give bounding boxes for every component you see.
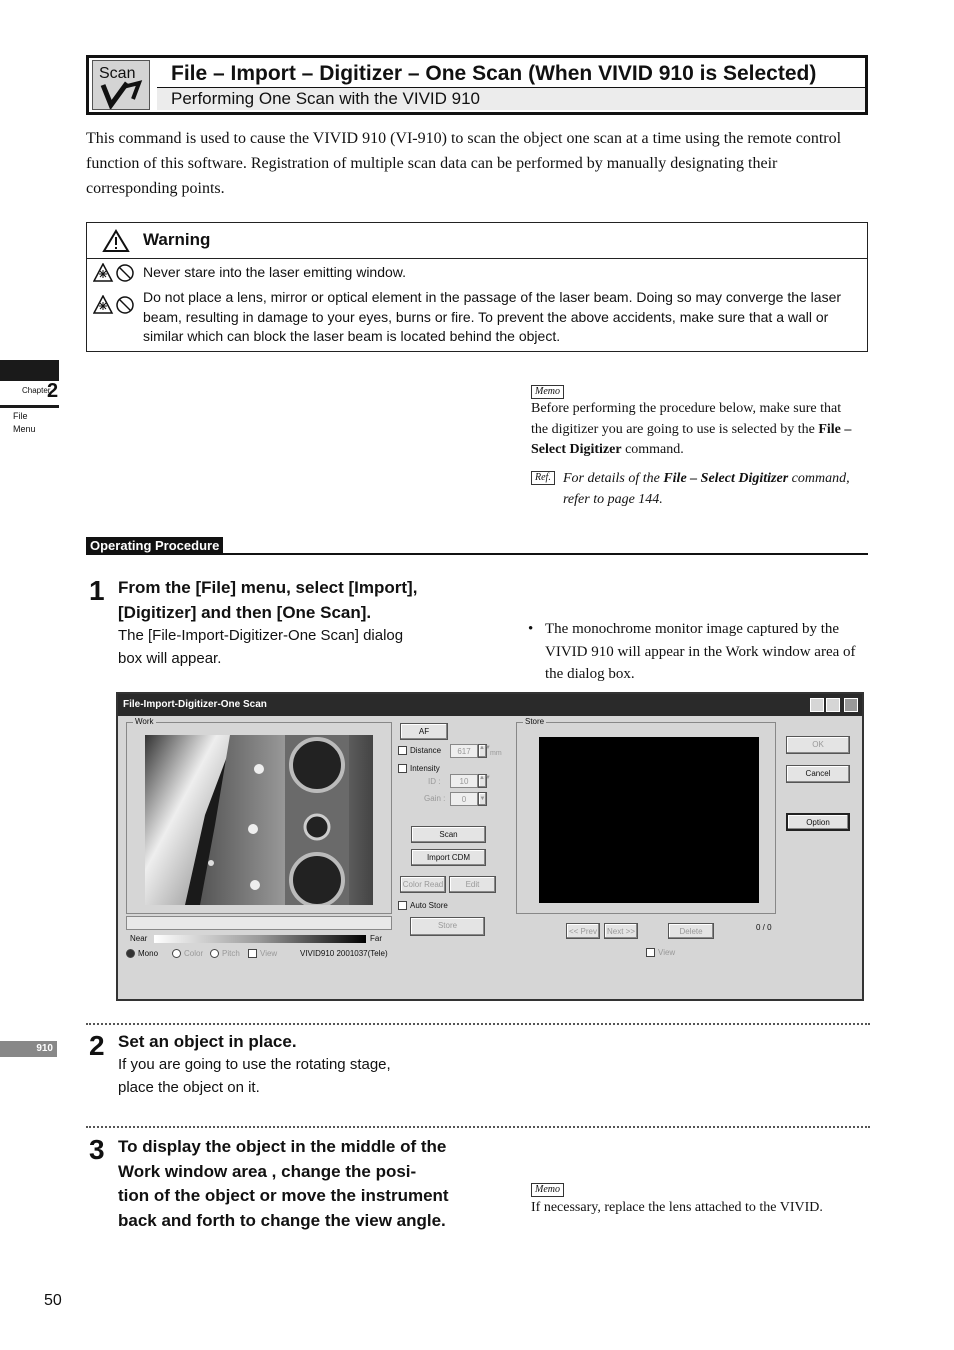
work-label: Work bbox=[135, 717, 154, 726]
warning-box bbox=[86, 222, 868, 352]
reference-text bbox=[563, 469, 863, 510]
minimize-icon[interactable] bbox=[810, 698, 824, 712]
reference-text-part: For details of the bbox=[563, 471, 664, 486]
auto-store-label: Auto Store bbox=[410, 901, 448, 910]
step-number: 3 bbox=[89, 1134, 105, 1165]
step-number: 2 bbox=[89, 1030, 105, 1061]
mono-label: Mono bbox=[138, 949, 159, 958]
step-separator bbox=[86, 1023, 870, 1025]
id-label: ID : bbox=[428, 777, 441, 786]
color-read-button[interactable]: Color Read bbox=[400, 876, 446, 893]
scan-icon bbox=[92, 60, 150, 110]
distance-unit: mm bbox=[490, 750, 502, 757]
chevron-down-icon[interactable]: ▼ bbox=[478, 792, 487, 806]
chapter-label: Chapter bbox=[22, 386, 51, 395]
mono-radio[interactable] bbox=[126, 949, 158, 958]
scroll-track[interactable] bbox=[126, 916, 392, 930]
distance-checkbox[interactable] bbox=[398, 746, 441, 755]
step-number: 1 bbox=[89, 575, 105, 606]
auto-store-checkbox[interactable] bbox=[398, 901, 448, 910]
laser-prohibited-icon bbox=[93, 295, 139, 320]
distance-field[interactable]: 617 bbox=[450, 744, 478, 758]
bullet-text: The monochrome monitor image captured by the VIVID 910 will appear in the Work window area of the dialog box. bbox=[545, 621, 856, 682]
option-button[interactable]: Option bbox=[786, 813, 850, 831]
model-tab: 910 bbox=[0, 1041, 57, 1057]
edit-button[interactable]: Edit bbox=[449, 876, 496, 893]
memo-text: If necessary, replace the lens attached to the VIVID. bbox=[531, 1200, 823, 1215]
reference-icon: Ref. bbox=[531, 471, 555, 485]
device-label: VIVID910 2001037(Tele) bbox=[300, 949, 388, 958]
step-heading-line: [Digitizer] and then [One Scan]. bbox=[118, 602, 372, 622]
page-number: 50 bbox=[44, 1292, 62, 1309]
step-body-line: If you are going to use the rotating stage, bbox=[118, 1056, 391, 1073]
id-spin-icon[interactable]: ▲▼ bbox=[478, 774, 487, 788]
page-title: File – Import – Digitizer – One Scan (When VIVID 910 is Selected) bbox=[171, 62, 817, 85]
view-label-2: View bbox=[658, 948, 676, 957]
page-subtitle: Performing One Scan with the VIVID 910 bbox=[171, 89, 480, 108]
chapter-divider bbox=[0, 405, 59, 408]
step-heading-line: To display the object in the middle of the bbox=[118, 1137, 447, 1156]
warning-item-2: Do not place a lens, mirror or optical element in the passage of the laser beam. Doing so may converge the laser beam, resulting in damage to your eyes, burns or fire. To prevent the above accidents, make sure that a wall or similar which can block the laser beam is located behind the object. bbox=[143, 289, 842, 344]
memo-text bbox=[531, 399, 861, 461]
color-radio[interactable] bbox=[172, 949, 203, 958]
procedure-label: Operating Procedure bbox=[86, 537, 223, 554]
pitch-label: Pitch bbox=[222, 949, 240, 958]
chapter-number: 2 bbox=[47, 380, 59, 402]
step-heading-line: From the [File] menu, select [Import], bbox=[118, 578, 418, 597]
procedure-rule bbox=[86, 553, 868, 555]
step-heading-line: back and forth to change the view angle. bbox=[118, 1210, 446, 1230]
reference-command-name: File – Select Digitizer bbox=[663, 471, 789, 486]
distance-label: Distance bbox=[410, 746, 442, 755]
delete-button[interactable]: Delete bbox=[668, 923, 714, 939]
memo-icon: Memo bbox=[531, 1183, 564, 1197]
view-checkbox[interactable] bbox=[248, 949, 277, 958]
warning-label: Warning bbox=[143, 230, 211, 249]
gain-select[interactable]: 0 bbox=[450, 792, 478, 806]
chapter-name-line-1: File bbox=[13, 411, 28, 421]
id-field[interactable]: 10 bbox=[450, 774, 478, 788]
view-label: View bbox=[260, 949, 278, 958]
step-body bbox=[118, 1053, 478, 1099]
chapter-name bbox=[13, 410, 53, 436]
store-button[interactable]: Store bbox=[410, 917, 485, 936]
step-heading-line: tion of the object or move the instrument bbox=[118, 1186, 449, 1205]
work-group bbox=[126, 717, 392, 914]
ok-button[interactable]: OK bbox=[786, 736, 850, 754]
intensity-label: Intensity bbox=[410, 764, 440, 773]
laser-prohibited-icon bbox=[93, 263, 139, 288]
color-label: Color bbox=[184, 949, 204, 958]
step-heading bbox=[118, 1030, 478, 1055]
subtitle-bar bbox=[157, 87, 865, 110]
step-heading bbox=[118, 576, 478, 625]
warning-triangle-icon bbox=[102, 229, 130, 253]
gain-label: Gain : bbox=[424, 794, 446, 803]
store-count: 0 / 0 bbox=[756, 923, 772, 932]
store-group bbox=[516, 717, 776, 914]
import-cdm-button[interactable]: Import CDM bbox=[411, 849, 486, 866]
pitch-radio[interactable] bbox=[210, 949, 240, 958]
step-separator bbox=[86, 1126, 870, 1128]
near-label: Near bbox=[130, 934, 148, 943]
reference-text-part: command, refer to page 144. bbox=[563, 471, 850, 507]
chapter-tab bbox=[0, 360, 59, 381]
step-heading-line: Set an object in place. bbox=[118, 1032, 297, 1051]
step-body-line: box will appear. bbox=[118, 650, 222, 667]
distance-spin-icon[interactable]: ▲▼ bbox=[478, 744, 487, 758]
cancel-button[interactable]: Cancel bbox=[786, 765, 850, 783]
step-heading bbox=[118, 1135, 488, 1233]
prev-button[interactable]: << Prev bbox=[566, 923, 600, 939]
intro-paragraph: This command is used to cause the VIVID 910 (VI-910) to scan the object one scan at a time using the remote control function of this software. Registration of multiple scan data can be performed by manually designating their corresponding points. bbox=[86, 130, 842, 197]
warning-header bbox=[87, 223, 867, 259]
next-button[interactable]: Next >> bbox=[604, 923, 638, 939]
scan-button[interactable]: Scan bbox=[411, 826, 486, 843]
chapter-name-line-2: Menu bbox=[13, 424, 36, 434]
scan-icon-text: Scan bbox=[99, 65, 136, 82]
one-scan-dialog bbox=[116, 692, 864, 1001]
section-header bbox=[86, 55, 868, 115]
store-label: Store bbox=[525, 717, 545, 726]
work-monitor-image bbox=[145, 735, 373, 905]
close-icon[interactable] bbox=[844, 698, 858, 712]
store-preview bbox=[539, 737, 759, 903]
step-body-line: place the object on it. bbox=[118, 1079, 260, 1096]
far-label: Far bbox=[370, 934, 382, 943]
memo-command-name: File – Select Digitizer bbox=[531, 421, 852, 457]
step-body bbox=[118, 624, 478, 670]
intensity-checkbox[interactable] bbox=[398, 764, 440, 773]
depth-gradient-bar bbox=[154, 935, 366, 943]
dialog-title: File-Import-Digitizer-One Scan bbox=[123, 699, 267, 710]
step-heading-line: Work window area , change the posi- bbox=[118, 1161, 417, 1181]
memo-text-part: command. bbox=[621, 442, 684, 457]
warning-item-1: Never stare into the laser emitting window. bbox=[143, 264, 407, 280]
view-checkbox-2[interactable] bbox=[646, 948, 675, 957]
af-button[interactable]: AF bbox=[400, 723, 448, 740]
memo-text-part: Before performing the procedure below, make sure that the digitizer you are going to use is selected by the bbox=[531, 401, 842, 437]
bullet-mark: • bbox=[528, 621, 534, 637]
dialog-title-bar bbox=[118, 694, 862, 716]
maximize-icon[interactable] bbox=[826, 698, 840, 712]
step-body-line: The [File-Import-Digitizer-One Scan] dialog bbox=[118, 627, 404, 644]
memo-icon: Memo bbox=[531, 385, 564, 399]
